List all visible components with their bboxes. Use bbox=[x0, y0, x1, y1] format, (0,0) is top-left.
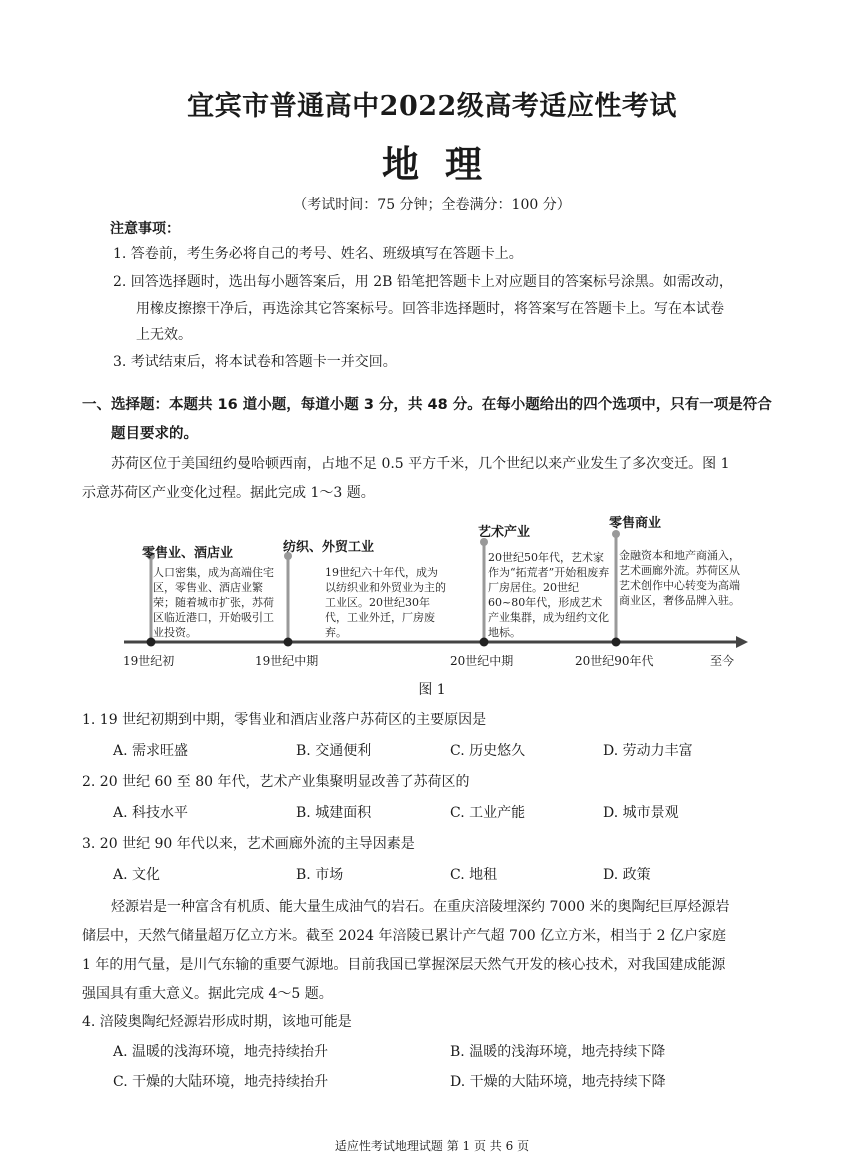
section-heading-cont: 题目要求的。 bbox=[111, 426, 198, 442]
passage1-line2: 示意苏荷区产业变化过程。据此完成 1～3 题。 bbox=[82, 485, 375, 501]
timeline-arrow bbox=[736, 636, 748, 648]
notice-item-1: 1. 答卷前，考生务必将自己的考号、姓名、班级填写在答题卡上。 bbox=[113, 246, 523, 262]
question-2-option-c[interactable]: C. 工业产能 bbox=[450, 805, 526, 821]
figure-caption: 图 1 bbox=[418, 682, 446, 698]
stage-label-4: 零售商业 bbox=[609, 516, 662, 531]
stage-text-4: 金融资本和地产商涌入，艺术画廊外流。苏荷区从艺术创作中心转变为高端商业区，奢侈品牌入驻。 bbox=[619, 549, 740, 607]
tick-dot-2 bbox=[284, 638, 293, 647]
tick-label-5: 至今 bbox=[710, 654, 735, 668]
question-3-option-a[interactable]: A. 文化 bbox=[113, 867, 161, 883]
tick-label-1: 19世纪初 bbox=[123, 654, 175, 668]
figure-1-timeline bbox=[120, 512, 750, 674]
passage2-line4: 强国具有重大意义。据此完成 4～5 题。 bbox=[82, 986, 333, 1002]
stage-label-1: 零售业、酒店业 bbox=[142, 546, 234, 561]
notice-item-2-cont: 用橡皮擦擦干净后，再选涂其它答案标号。回答非选择题时，将答案写在答题卡上。写在本试卷 bbox=[136, 301, 724, 317]
question-2-option-a[interactable]: A. 科技水平 bbox=[113, 805, 189, 821]
notice-item-2-cont2: 上无效。 bbox=[136, 327, 192, 343]
stage-dot-top-4 bbox=[612, 530, 620, 538]
tick-label-3: 20世纪中期 bbox=[450, 654, 514, 668]
question-3-option-d[interactable]: D. 政策 bbox=[603, 867, 651, 883]
subject-title: 地理 bbox=[382, 143, 508, 186]
notice-heading: 注意事项： bbox=[110, 221, 180, 237]
stage-label-3: 艺术产业 bbox=[478, 525, 531, 540]
question-2-option-d[interactable]: D. 城市景观 bbox=[603, 805, 679, 821]
question-4-option-c[interactable]: C. 干燥的大陆环境，地壳持续抬升 bbox=[113, 1074, 329, 1090]
question-3-option-b[interactable]: B. 市场 bbox=[296, 867, 344, 883]
stage-text-2: 19世纪六十年代，成为以纺织业和外贸业为主的工业区。20世纪30年代，工业外迁，厂房废弃。 bbox=[325, 566, 446, 639]
passage2-line1: 烃源岩是一种富含有机质、能大量生成油气的岩石。在重庆涪陵埋深约 7000 米的奥陶纪巨厚烃源岩 bbox=[111, 899, 730, 915]
tick-label-4: 20世纪90年代 bbox=[575, 654, 654, 668]
notice-item-2: 2. 回答选择题时，选出每小题答案后，用 2B 铅笔把答题卡上对应题目的答案标号涂黑。如需改动， bbox=[113, 274, 733, 290]
exam-title: 宜宾市普通高中2022级高考适应性考试 bbox=[187, 91, 677, 122]
question-4-option-d[interactable]: D. 干燥的大陆环境，地壳持续下降 bbox=[450, 1074, 666, 1090]
question-1-option-c[interactable]: C. 历史悠久 bbox=[450, 743, 526, 759]
passage2-line3: 1 年的用气量，是川气东输的重要气源地。目前我国已掌握深层天然气开发的核心技术，对我国建成能源 bbox=[82, 957, 726, 973]
question-4-stem: 4. 涪陵奥陶纪烃源岩形成时期，该地可能是 bbox=[82, 1014, 352, 1030]
question-1-option-d[interactable]: D. 劳动力丰富 bbox=[603, 743, 693, 759]
question-4-option-b[interactable]: B. 温暖的浅海环境，地壳持续下降 bbox=[450, 1044, 666, 1060]
tick-dot-4 bbox=[612, 638, 621, 647]
question-4-option-a[interactable]: A. 温暖的浅海环境，地壳持续抬升 bbox=[113, 1044, 329, 1060]
notice-item-3: 3. 考试结束后，将本试卷和答题卡一并交回。 bbox=[113, 354, 397, 370]
stage-label-2: 纺织、外贸工业 bbox=[283, 540, 375, 555]
section-heading: 一、选择题：本题共 16 道小题，每道小题 3 分，共 48 分。在每小题给出的四个选项中，只有一项是符合 bbox=[82, 397, 772, 413]
page-footer: 适应性考试地理试题 第 1 页 共 6 页 bbox=[334, 1139, 530, 1153]
exam-info: （考试时间：75 分钟；全卷满分：100 分） bbox=[293, 197, 571, 213]
question-2-stem: 2. 20 世纪 60 至 80 年代，艺术产业集聚明显改善了苏荷区的 bbox=[82, 774, 470, 790]
passage2-line2: 储层中，天然气储量超万亿立方米。截至 2024 年涪陵已累计产气超 700 亿立方米，相当于 2 亿户家庭 bbox=[82, 928, 726, 944]
question-1-option-a[interactable]: A. 需求旺盛 bbox=[113, 743, 189, 759]
question-3-option-c[interactable]: C. 地租 bbox=[450, 867, 498, 883]
question-2-option-b[interactable]: B. 城建面积 bbox=[296, 805, 372, 821]
question-3-stem: 3. 20 世纪 90 年代以来，艺术画廊外流的主导因素是 bbox=[82, 836, 415, 852]
question-1-option-b[interactable]: B. 交通便利 bbox=[296, 743, 372, 759]
passage1-line1: 苏荷区位于美国纽约曼哈顿西南，占地不足 0.5 平方千米，几个世纪以来产业发生了多次变迁。图 1 bbox=[111, 456, 730, 472]
question-1-stem: 1. 19 世纪初期到中期，零售业和酒店业落户苏荷区的主要原因是 bbox=[82, 712, 487, 728]
stage-text-1: 人口密集，成为高端住宅区，零售业、酒店业繁荣；随着城市扩张，苏荷区临近港口，开始吸引工业投资。 bbox=[153, 566, 274, 639]
stage-text-3: 20世纪50年代，艺术家作为“拓荒者”开始租废弃厂房居住。20世纪60~80年代，形成艺术产业集群，成为纽约文化地标。 bbox=[488, 551, 610, 639]
tick-label-2: 19世纪中期 bbox=[255, 654, 319, 668]
